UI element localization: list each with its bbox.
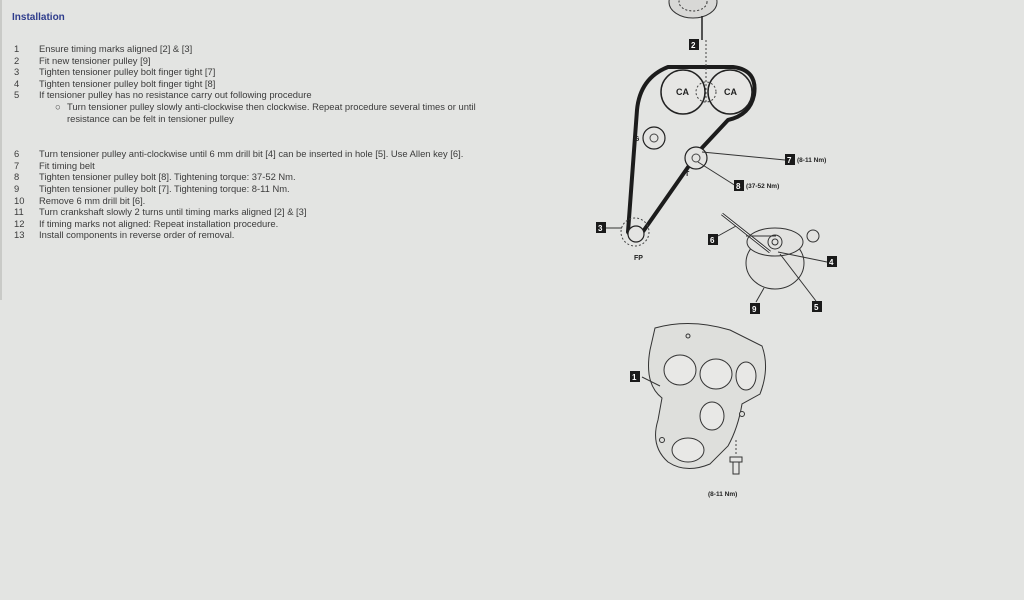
left-edge-rule — [0, 0, 2, 300]
idler-pulley-icon — [643, 127, 665, 149]
step-item — [14, 218, 504, 230]
step-text: Turn tensioner pulley anti-clockwise until 6 mm drill bit [4] can be inserted in hole [5]. Use Allen key [6]. — [39, 148, 464, 160]
step-item — [14, 171, 504, 183]
torque-cover-label: (8-11 Nm) — [708, 491, 738, 498]
t-label: T — [685, 171, 690, 178]
timing-belt-diagram — [540, 0, 1024, 600]
step-text: Fit timing belt — [39, 159, 95, 171]
page-title: Installation — [12, 12, 65, 23]
step-item — [14, 89, 504, 101]
step-text: Install components in reverse order of removal. — [39, 229, 235, 241]
step-item — [14, 78, 504, 90]
camshaft-pulley-icon — [661, 40, 752, 114]
timing-cover-icon — [649, 323, 766, 468]
step-text: If tensioner pulley has no resistance carry out following procedure — [39, 89, 312, 101]
step-number: 3 — [14, 66, 20, 78]
callout-9-label: 9 — [752, 305, 757, 314]
step-text: Turn crankshaft slowly 2 turns until timing marks aligned [2] & [3] — [39, 206, 307, 218]
step-number: 6 — [14, 148, 20, 160]
step-item — [14, 66, 504, 78]
fp-label: FP — [634, 255, 643, 262]
step-item — [14, 43, 504, 55]
step-text: Ensure timing marks aligned [2] & [3] — [39, 43, 193, 54]
step-sub-item — [14, 101, 504, 124]
step-item — [14, 229, 504, 241]
callout-6-label: 6 — [710, 236, 715, 245]
step-item — [14, 148, 504, 160]
callout-5-label: 5 — [814, 303, 819, 312]
ca-right-label: CA — [724, 87, 737, 97]
step-text: Tighten tensioner pulley bolt finger tight [8] — [39, 77, 216, 89]
step-text: Tighten tensioner pulley bolt finger tight [7] — [39, 66, 216, 78]
step-number: 10 — [14, 194, 25, 206]
step-number: 8 — [14, 171, 20, 183]
step-text: If timing marks not aligned: Repeat installation procedure. — [39, 217, 279, 229]
step-item — [14, 55, 504, 67]
step-item — [14, 160, 504, 172]
step-text: Tighten tensioner pulley bolt [8]. Tightening torque: 37-52 Nm. — [39, 171, 296, 183]
torque-7-label: (8-11 Nm) — [797, 157, 827, 164]
callout-2-label: 2 — [691, 41, 696, 50]
step-number: 11 — [14, 206, 24, 218]
g-label: G — [634, 136, 640, 143]
callout-4-label: 4 — [829, 258, 834, 267]
step-text: Tighten tensioner pulley bolt [7]. Tightening torque: 8-11 Nm. — [39, 182, 290, 194]
step-number: 12 — [14, 217, 25, 229]
step-number: 4 — [14, 77, 20, 89]
step-number: 2 — [14, 54, 20, 66]
callout-7-label: 7 — [787, 156, 792, 165]
step-number: 5 — [14, 89, 20, 101]
step-item — [14, 206, 504, 218]
circle-bullet-icon: ○ — [55, 100, 61, 112]
torque-8-label: (37-52 Nm) — [746, 183, 780, 190]
step-number: 1 — [14, 43, 20, 54]
ca-left-label: CA — [676, 87, 689, 97]
callout-8-label: 8 — [736, 182, 741, 191]
step-number: 7 — [14, 159, 20, 171]
step-item — [14, 183, 504, 195]
installation-steps — [14, 43, 504, 241]
callout-3-label: 3 — [598, 224, 603, 233]
step-text: Fit new tensioner pulley [9] — [39, 54, 151, 66]
step-sub-text: Turn tensioner pulley slowly anti-clockwise then clockwise. Repeat procedure several times or until resistance can be felt in tensioner pulley — [67, 100, 476, 124]
step-number: 13 — [14, 229, 25, 241]
tensioner-assembly-icon — [722, 214, 819, 289]
step-number: 9 — [14, 182, 20, 194]
bolt-icon — [730, 457, 742, 474]
callout-1-label: 1 — [632, 373, 637, 382]
step-item — [14, 195, 504, 207]
upper-pulley-icon — [669, 0, 717, 18]
step-text: Remove 6 mm drill bit [6]. — [39, 194, 146, 206]
